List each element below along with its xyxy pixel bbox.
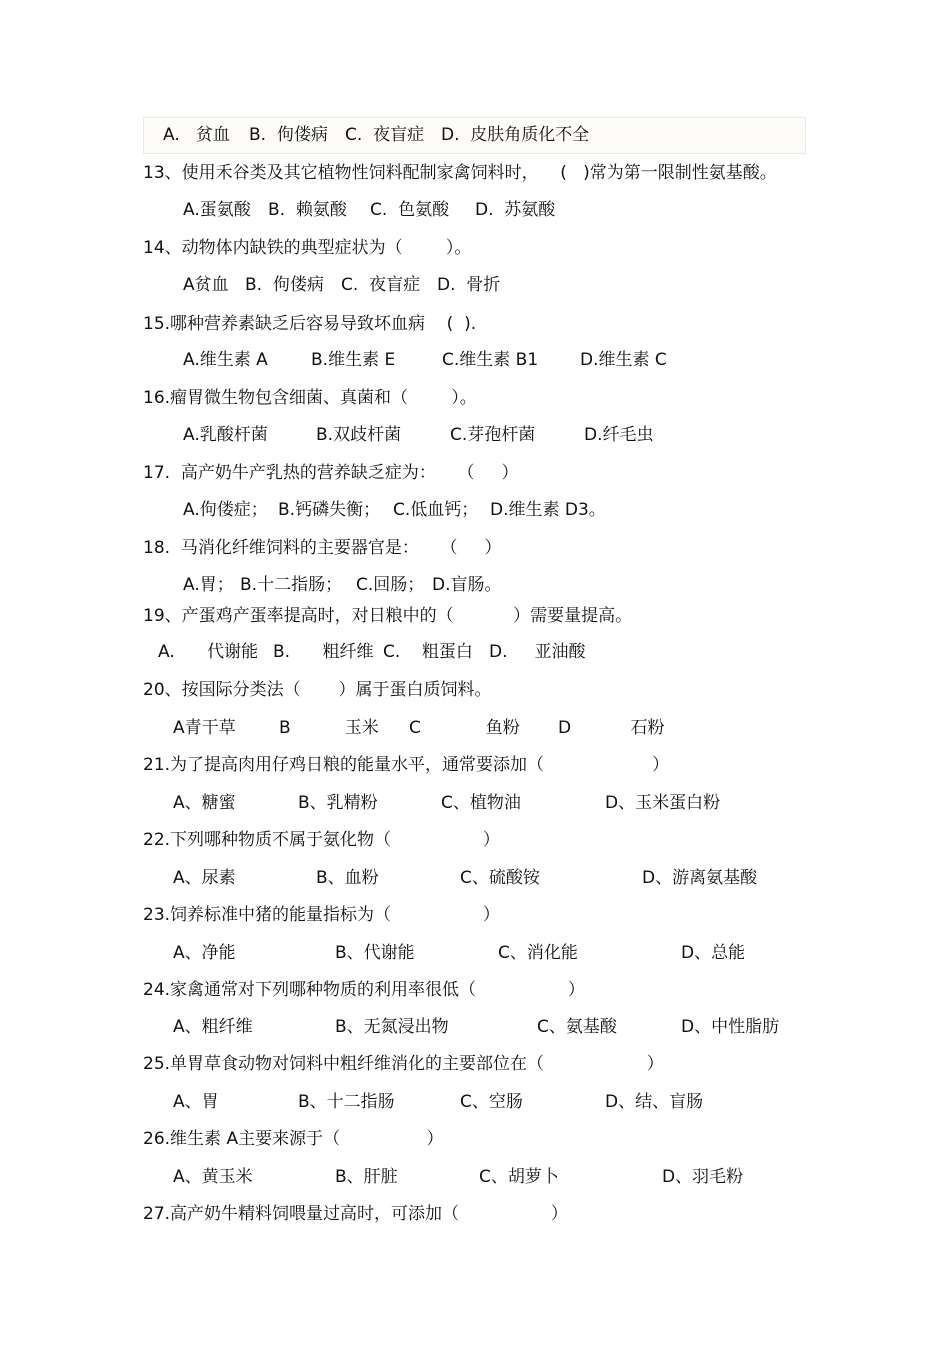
option-d: D、玉米蛋白粉 — [605, 793, 721, 813]
option-a: A.蛋氨酸 — [183, 200, 251, 220]
option-b: B、无氮浸出物 — [335, 1017, 449, 1037]
option-c: C.低血钙； — [393, 500, 479, 520]
option-d: D. 亚油酸 — [489, 642, 586, 662]
option-c: C. 夜盲症 — [345, 125, 425, 145]
option-c: C、植物油 — [441, 793, 521, 813]
option-d: D、羽毛粉 — [662, 1167, 744, 1187]
question-stem: 27.高产奶牛精料饲喂量过高时，可添加（ ） — [143, 1204, 568, 1224]
option-c: C、胡萝卜 — [479, 1167, 559, 1187]
option-c: C.维生素 B1 — [442, 350, 539, 370]
option-d: D.纤毛虫 — [584, 425, 654, 445]
option-b: B.双歧杆菌 — [316, 425, 402, 445]
option-a: A青干草 — [173, 718, 236, 738]
option-a: A贫血 — [183, 275, 229, 295]
option-a: A.乳酸杆菌 — [183, 425, 268, 445]
option-c: C. 粗蛋白 — [383, 642, 473, 662]
option-b: B. 赖氨酸 — [268, 200, 347, 220]
question-stem: 24.家禽通常对下列哪种物质的利用率很低（ ） — [143, 980, 585, 1000]
option-c: C 鱼粉 — [409, 718, 520, 738]
option-d: D.盲肠。 — [432, 575, 502, 595]
option-a: A、胃 — [173, 1092, 219, 1112]
question-stem: 22.下列哪种物质不属于氨化物（ ） — [143, 830, 500, 850]
option-a: A、糖蜜 — [173, 793, 236, 813]
question-stem: 14、动物体内缺铁的典型症状为（ ）。 — [143, 238, 472, 258]
option-a: A、尿素 — [173, 868, 236, 888]
option-c: C、空肠 — [460, 1092, 523, 1112]
option-a: A.佝偻症； — [183, 500, 268, 520]
option-a: A. 贫血 — [163, 125, 230, 145]
option-d: D. 骨折 — [437, 275, 501, 295]
option-d: D. 苏氨酸 — [475, 200, 556, 220]
option-d: D、中性脂肪 — [681, 1017, 780, 1037]
question-stem: 20、按国际分类法（ ）属于蛋白质饲料。 — [143, 680, 492, 700]
option-b: B、十二指肠 — [298, 1092, 395, 1112]
option-a: A. 代谢能 — [158, 642, 259, 662]
option-b: B 玉米 — [279, 718, 379, 738]
option-b: B、代谢能 — [335, 943, 415, 963]
question-stem: 23.饲养标准中猪的能量指标为（ ） — [143, 905, 500, 925]
option-c: C.回肠； — [356, 575, 425, 595]
option-d: D.维生素 D3。 — [490, 500, 606, 520]
question-stem: 13、使用禾谷类及其它植物性饲料配制家禽饲料时， ( )常为第一限制性氨基酸。 — [143, 163, 777, 183]
option-c: C. 夜盲症 — [341, 275, 421, 295]
question-stem: 25.单胃草食动物对饲料中粗纤维消化的主要部位在（ ） — [143, 1054, 664, 1074]
question-stem: 18. 马消化纤维饲料的主要器官是： （ ） — [143, 538, 502, 558]
option-d: D、总能 — [681, 943, 746, 963]
option-b: B. 佝偻病 — [245, 275, 324, 295]
question-stem: 26.维生素 A主要来源于（ ） — [143, 1129, 444, 1149]
option-a: A.胃； — [183, 575, 234, 595]
option-b: B.维生素 E — [311, 350, 396, 370]
option-d: D、结、盲肠 — [605, 1092, 704, 1112]
option-b: B.钙磷失衡； — [278, 500, 381, 520]
option-c: C、硫酸铵 — [460, 868, 540, 888]
option-a: A、净能 — [173, 943, 236, 963]
option-c: C、消化能 — [498, 943, 578, 963]
question-stem: 16.瘤胃微生物包含细菌、真菌和（ ）。 — [143, 388, 477, 408]
option-c: C、氨基酸 — [537, 1017, 617, 1037]
option-b: B.十二指肠； — [240, 575, 343, 595]
option-a: A、粗纤维 — [173, 1017, 253, 1037]
option-c: C. 色氨酸 — [370, 200, 450, 220]
question-stem: 17. 高产奶牛产乳热的营养缺乏症为： （ ） — [143, 463, 519, 483]
option-b: B. 粗纤维 — [273, 642, 374, 662]
option-d: D、游离氨基酸 — [642, 868, 758, 888]
option-d: D. 皮肤角质化不全 — [441, 125, 590, 145]
question-stem: 19、产蛋鸡产蛋率提高时，对日粮中的（ ）需要量提高。 — [143, 606, 633, 626]
option-c: C.芽孢杆菌 — [450, 425, 536, 445]
option-a: A.维生素 A — [183, 350, 268, 370]
option-b: B、乳精粉 — [298, 793, 378, 813]
option-d: D.维生素 C — [580, 350, 667, 370]
option-b: B. 佝偻病 — [249, 125, 328, 145]
question-stem: 21.为了提高肉用仔鸡日粮的能量水平，通常要添加（ ） — [143, 755, 670, 775]
option-b: B、血粉 — [316, 868, 379, 888]
option-d: D 石粉 — [558, 718, 665, 738]
question-stem: 15.哪种营养素缺乏后容易导致坏血病 ( ). — [143, 314, 477, 334]
option-a: A、黄玉米 — [173, 1167, 253, 1187]
option-b: B、肝脏 — [335, 1167, 398, 1187]
